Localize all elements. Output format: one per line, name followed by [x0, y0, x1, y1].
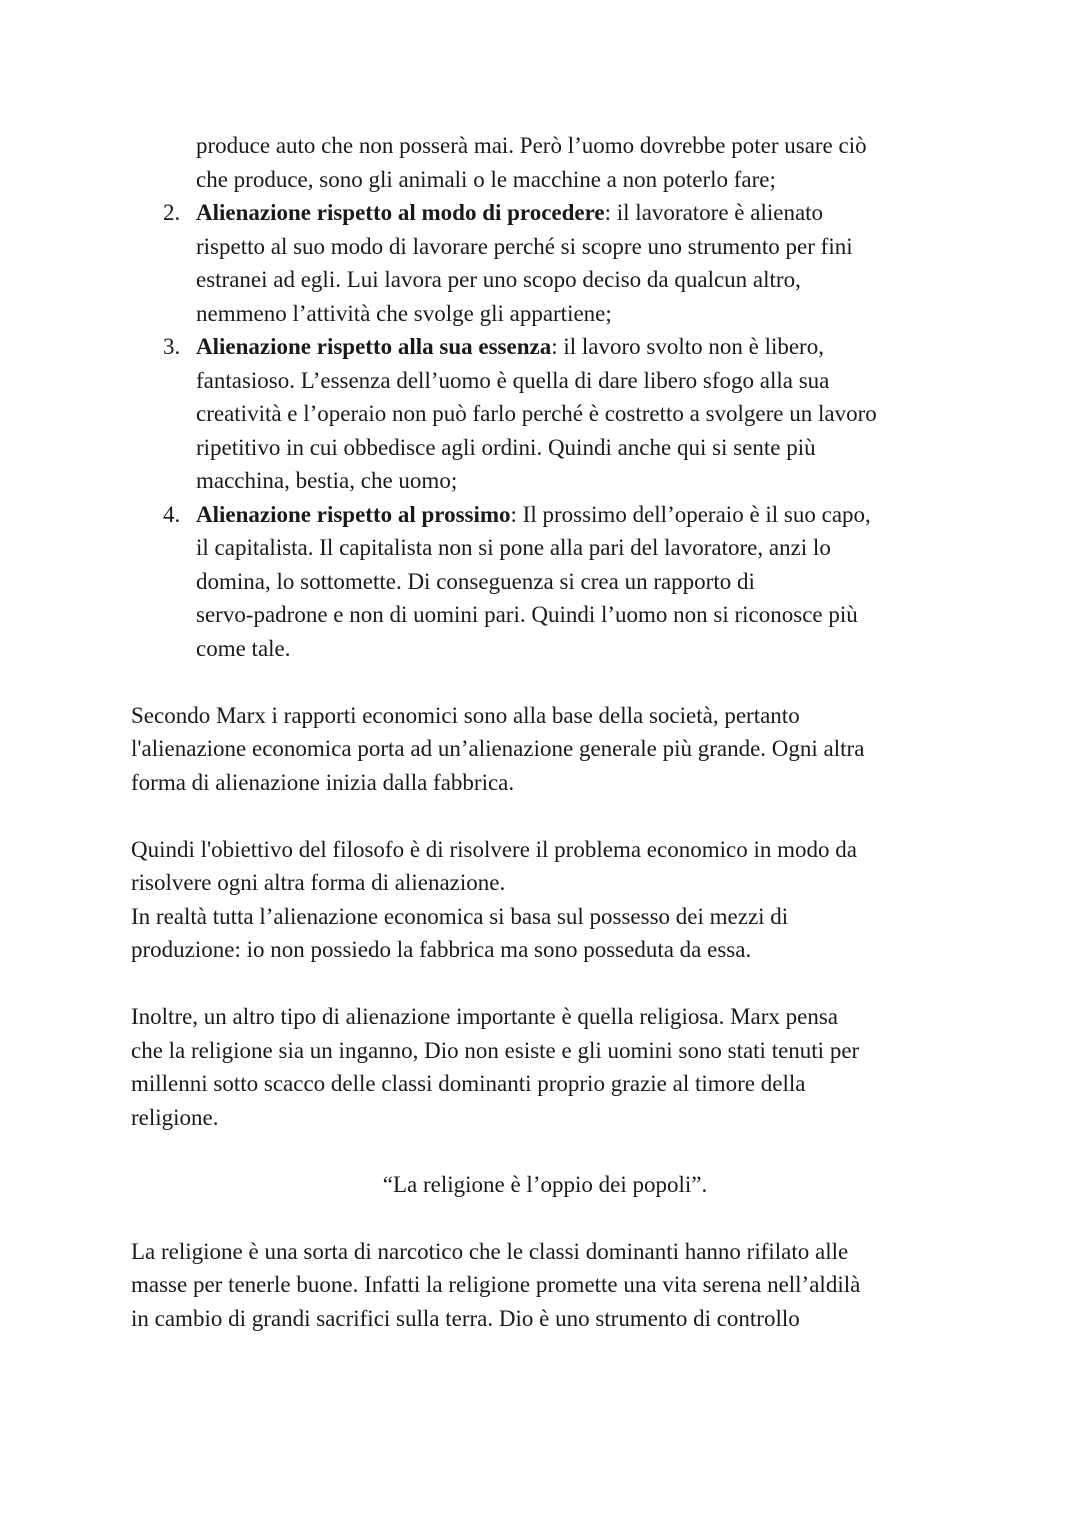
list-item-title: Alienazione rispetto alla sua essenza [196, 334, 552, 359]
text-line: Inoltre, un altro tipo di alienazione importante è quella religiosa. Marx pensa [131, 1004, 839, 1029]
text-line: domina, lo sottomette. Di conseguenza si crea un rapporto di [196, 568, 755, 594]
text-line: che la religione sia un inganno, Dio non esiste e gli uomini sono stati tenuti per [131, 1037, 860, 1063]
text-line: come tale. [196, 635, 291, 661]
list-number: 3. [163, 334, 181, 359]
list-item-text: : Il prossimo dell’operaio è il suo capo, [510, 501, 871, 527]
text-line: risolvere ogni altra forma di alienazione. [131, 870, 506, 895]
text-line: masse per tenerle buone. Infatti la religione promette una vita serena nell’aldilà [131, 1272, 861, 1297]
text-line: nemmeno l’attività che svolge gli appartiene; [196, 300, 612, 326]
text-line: il capitalista. Il capitalista non si pone alla pari del lavoratore, anzi lo [196, 535, 831, 560]
list-item [131, 498, 961, 666]
list-item-title: Alienazione rispetto al modo di procedere [196, 200, 605, 225]
text-line: in cambio di grandi sacrifici sulla terra. Dio è uno strumento di controllo [131, 1305, 800, 1331]
list-item-title: Alienazione rispetto al prossimo [196, 501, 511, 527]
text-line: In realtà tutta l’alienazione economica si basa sul possesso dei mezzi di [131, 903, 789, 929]
text-line: produce auto che non posserà mai. Però l’uomo dovrebbe poter usare ciò [196, 133, 867, 158]
quote-opium: “La religione è l’oppio dei popoli”. [382, 1171, 708, 1197]
text-line: produzione: io non possiedo la fabbrica ma sono posseduta da essa. [131, 937, 752, 962]
text-line: macchina, bestia, che uomo; [196, 468, 458, 493]
text-line: Quindi l'obiettivo del filosofo è di risolvere il problema economico in modo da [131, 836, 857, 862]
paragraph-philosopher-goal [131, 833, 961, 967]
alienation-list [131, 196, 961, 665]
text-line [196, 498, 961, 532]
text-line: creatività e l’operaio non può farlo perché è costretto a svolgere un lavoro [196, 401, 877, 426]
text-line: ripetitivo in cui obbedisce agli ordini. Quindi anche qui si sente più [196, 434, 816, 460]
list-item-text: : il lavoratore è alienato [604, 200, 824, 225]
text-line: che produce, sono gli animali o le macchine a non poterlo fare; [196, 166, 776, 192]
text-line: fantasioso. L’essenza dell’uomo è quella di dare libero sfogo alla sua [196, 367, 830, 393]
continuation-text [196, 129, 961, 196]
text-line [196, 330, 961, 364]
list-item [131, 330, 961, 498]
text-line: servo-padrone e non di uomini pari. Quindi l’uomo non si riconosce più [196, 602, 858, 627]
text-line: rispetto al suo modo di lavorare perché si scopre uno strumento per fini [196, 233, 853, 259]
paragraph-economic-relations [131, 699, 961, 800]
document-page [131, 129, 961, 1335]
text-line: religione. [131, 1104, 219, 1130]
list-item-text: : il lavoro svolto non è libero, [551, 334, 824, 359]
text-line: estranei ad egli. Lui lavora per uno scopo deciso da qualcun altro, [196, 267, 801, 292]
text-line: La religione è una sorta di narcotico che le classi dominanti hanno rifilato alle [131, 1238, 849, 1264]
paragraph-religious-alienation [131, 1000, 961, 1134]
text-line: millenni sotto scacco delle classi dominanti proprio grazie al timore della [131, 1071, 806, 1096]
text-line: l'alienazione economica porta ad un’alienazione generale più grande. Ogni altra [131, 736, 865, 761]
paragraph-religion-narcotic [131, 1235, 961, 1336]
list-number: 2. [163, 200, 181, 225]
list-item [131, 196, 961, 330]
text-line: Secondo Marx i rapporti economici sono alla base della società, pertanto [131, 702, 800, 728]
list-number: 4. [163, 501, 181, 527]
text-line [196, 196, 961, 230]
text-line: forma di alienazione inizia dalla fabbrica. [131, 769, 515, 795]
